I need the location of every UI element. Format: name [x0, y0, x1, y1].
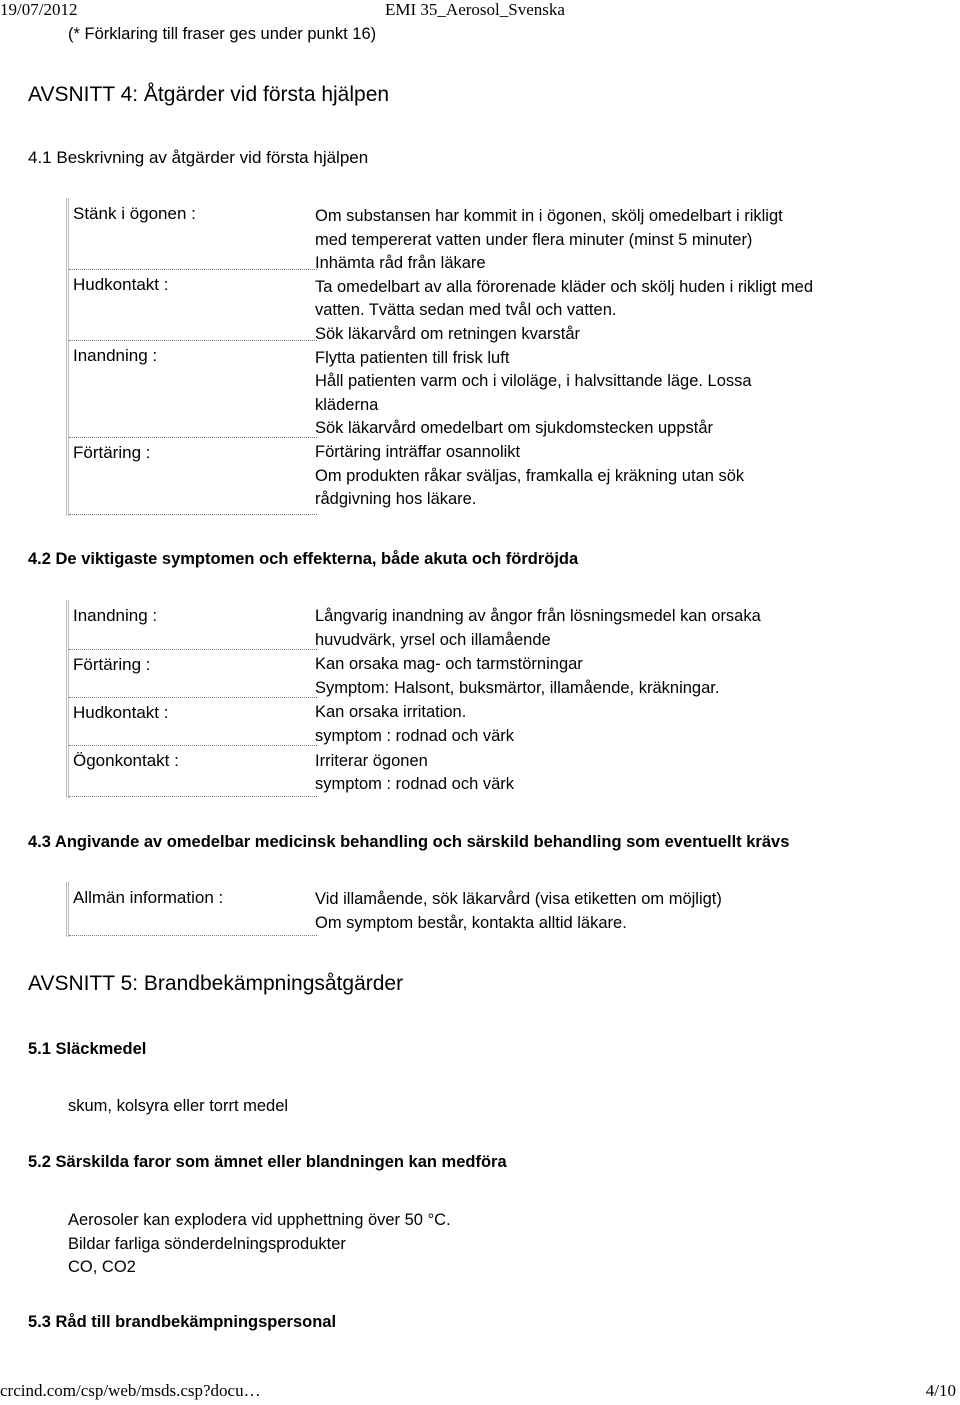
first-aid-instructions [315, 205, 813, 512]
label-general-information: Allmän information : [69, 888, 317, 936]
first-aid-line: Håll patienten varm och i viloläge, i halvsittande läge. Lossa [315, 372, 752, 391]
hazard-line: CO, CO2 [68, 1258, 136, 1277]
first-aid-line: Sök läkarvård om retningen kvarstår [315, 324, 581, 343]
hazard-line: Aerosoler kan explodera vid upphettning över 50 °C. [68, 1211, 451, 1229]
section-5-3-heading: 5.3 Råd till brandbekämpningspersonal [28, 1313, 337, 1331]
label-ingestion: Förtäring : [69, 655, 317, 698]
section-4-1-heading: 4.1 Beskrivning av åtgärder vid första hjälpen [28, 148, 369, 167]
first-aid-label-column [66, 198, 321, 516]
symptom-line: Symptom: Halsont, buksmärtor, illamående, kräkningar. [315, 678, 720, 697]
label-inhalation: Inandning : [69, 346, 317, 438]
first-aid-line: rådgivning hos läkare. [315, 490, 477, 509]
treatment-text [315, 888, 722, 935]
first-aid-line: Förtäring inträffar osannolikt [315, 442, 521, 461]
extinguishing-line: skum, kolsyra eller torrt medel [68, 1097, 289, 1115]
section-5-2-heading: 5.2 Särskilda faror som ämnet eller blandningen kan medföra [28, 1153, 507, 1171]
section-4-title: AVSNITT 4: Åtgärder vid första hjälpen [28, 83, 390, 106]
symptom-line: symptom : rodnad och värk [315, 775, 514, 794]
treatment-line: Om symptom består, kontakta alltid läkare. [315, 913, 627, 932]
first-aid-line: Om produkten råkar sväljas, framkalla ej kräkning utan sök [315, 466, 745, 485]
first-aid-line: Om substansen har kommit in i ögonen, skölj omedelbart i rikligt [315, 207, 783, 225]
symptoms-label-column [66, 600, 321, 798]
special-hazards-text [68, 1209, 451, 1280]
symptom-line: huvudvärk, yrsel och illamående [315, 630, 551, 649]
first-aid-line: Inhämta råd från läkare [315, 254, 486, 273]
print-page-number: 4/10 [925, 1381, 956, 1400]
label-skin-contact: Hudkontakt : [69, 703, 317, 746]
first-aid-line: vatten. Tvätta sedan med tvål och vatten. [315, 301, 617, 320]
label-ingestion: Förtäring : [69, 443, 317, 515]
first-aid-line: Ta omedelbart av alla förorenade kläder och skölj huden i rikligt med [315, 277, 814, 296]
label-eye-contact: Ögonkontakt : [69, 751, 317, 797]
first-aid-line: Sök läkarvård omedelbart om sjukdomstecken uppstår [315, 419, 714, 438]
section-4-3-heading: 4.3 Angivande av omedelbar medicinsk behandling och särskild behandling som eventuellt krävs [28, 833, 790, 851]
print-doc-title: EMI 35_Aerosol_Svenska [385, 0, 565, 19]
section-4-2-heading: 4.2 De viktigaste symptomen och effekterna, både akuta och fördröjda [28, 550, 579, 568]
footnote: (* Förklaring till fraser ges under punkt 16) [68, 25, 377, 43]
symptom-line: symptom : rodnad och värk [315, 726, 514, 745]
symptom-line: Irriterar ögonen [315, 751, 428, 770]
label-skin-contact: Hudkontakt : [69, 275, 317, 341]
treatment-label-column [66, 882, 321, 937]
first-aid-line: kläderna [315, 395, 379, 414]
extinguishing-media-text [68, 1095, 288, 1119]
section-5-title: AVSNITT 5: Brandbekämpningsåtgärder [28, 972, 404, 995]
label-inhalation: Inandning : [69, 606, 317, 650]
print-url: crcind.com/csp/web/msds.csp?docu… [0, 1381, 261, 1400]
symptom-line: Långvarig inandning av ångor från lösningsmedel kan orsaka [315, 607, 761, 625]
section-5-1-heading: 5.1 Släckmedel [28, 1040, 147, 1058]
hazard-line: Bildar farliga sönderdelningsprodukter [68, 1234, 346, 1253]
symptom-line: Kan orsaka irritation. [315, 703, 467, 722]
label-eye-splash: Stänk i ögonen : [69, 204, 317, 270]
first-aid-line: Flytta patienten till frisk luft [315, 348, 510, 367]
print-date: 19/07/2012 [0, 0, 78, 19]
symptoms-text [315, 605, 761, 797]
treatment-line: Vid illamående, sök läkarvård (visa etiketten om möjligt) [315, 890, 722, 908]
symptom-line: Kan orsaka mag- och tarmstörningar [315, 655, 583, 674]
first-aid-line: med tempererat vatten under flera minuter (minst 5 minuter) [315, 230, 753, 249]
